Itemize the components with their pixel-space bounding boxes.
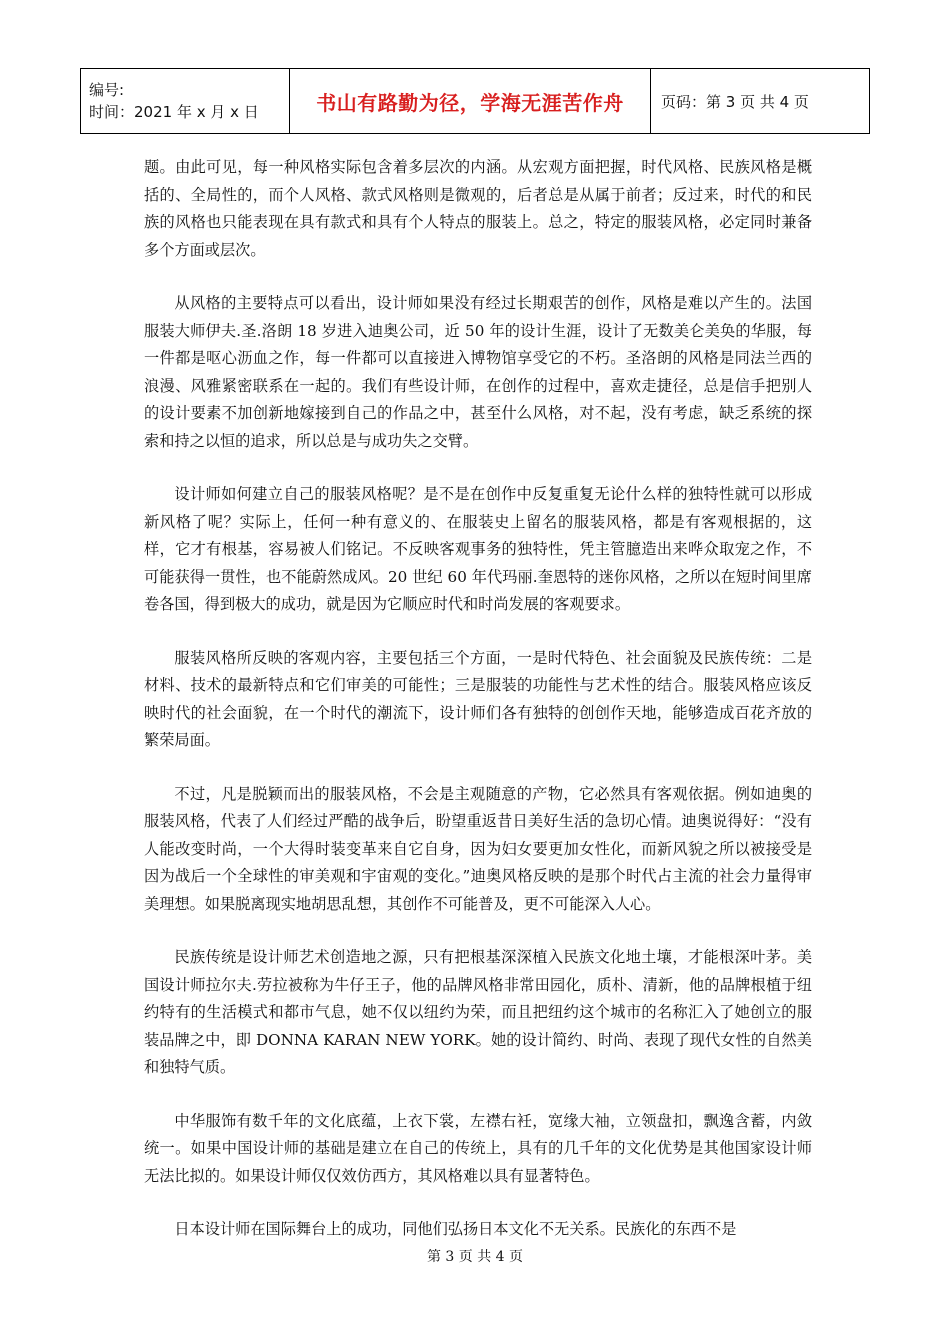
header-motto: 书山有路勤为径，学海无涯苦作舟 [290,69,651,134]
document-body [144,154,812,1270]
paragraph: 题。由此可见，每一种风格实际包含着多层次的内涵。从宏观方面把握，时代风格、民族风格是概括的、全局性的，而个人风格、款式风格则是微观的，后者总是从属于前者；反过来，时代的和民族的风格也只能表现在具有款式和具有个人特点的服装上。总之，特定的服装风格，必定同时兼备多个方面或层次。 [144,158,812,259]
header-info-cell [81,69,290,134]
page-header [80,68,870,134]
header-page-code: 页码：第 3 页 共 4 页 [651,69,870,134]
paragraph: 从风格的主要特点可以看出，设计师如果没有经过长期艰苦的创作，风格是难以产生的。法国服装大师伊夫.圣.洛朗 18 岁进入迪奥公司，近 50 年的设计生涯，设计了无数美仑美奂的华服，每一件都是呕心沥血之作，每一件都可以直接进入博物馆享受它的不朽。圣洛朗的风格是同法兰西的浪漫、风雅紧密联系在一起的。我们有些设计师，在创作的过程中，喜欢走捷径，总是信手把别人的设计要素不加创新地嫁接到自己的作品之中，甚至什么风格，对不起，没有考虑，缺乏系统的探索和持之以恒的追求，所以总是与成功失之交臂。 [144,294,812,450]
paragraph: 服装风格所反映的客观内容，主要包括三个方面，一是时代特色、社会面貌及民族传统：二是材料、技术的最新特点和它们审美的可能性；三是服装的功能性与艺术性的结合。服装风格应该反映时代的社会面貌，在一个时代的潮流下，设计师们各有独特的创创作天地，能够造成百花齐放的繁荣局面。 [144,648,812,749]
document-number-label: 编号: [89,81,125,99]
document-date-label: 时间：2021 年 x 月 x 日 [89,103,259,121]
paragraph: 民族传统是设计师艺术创造地之源，只有把根基深深植入民族文化地土壤，才能根深叶茅。美国设计师拉尔夫.劳拉被称为牛仔王子，他的品牌风格非常田园化，质朴、清新，他的品牌根植于纽约特有的生活模式和都市气息，她不仅以纽约为荣，而且把纽约这个城市的名称汇入了她创立的服装品牌之中，即 DONNA KARAN NEW YORK。她的设计简约、时尚、表现了现代女性的自然美和独特气质。 [144,948,812,1076]
paragraph: 设计师如何建立自己的服装风格呢？是不是在创作中反复重复无论什么样的独特性就可以形成新风格了呢？实际上，任何一种有意义的、在服装史上留名的服装风格，都是有客观根据的，这样，它才有根基，容易被人们铭记。不反映客观事务的独特性，凭主管臆造出来哗众取宠之作，不可能获得一贯性，也不能蔚然成风。20 世纪 60 年代玛丽.奎恩特的迷你风格，之所以在短时间里席卷各国，得到极大的成功，就是因为它顺应时代和时尚发展的客观要求。 [144,485,812,613]
paragraph: 中华服饰有数千年的文化底蕴，上衣下裳，左襟右衽，宽缘大袖，立领盘扣，飘逸含蓄，内敛统一。如果中国设计师的基础是建立在自己的传统上，具有的几千年的文化优势是其他国家设计师无法比拟的。如果设计师仅仅效仿西方，其风格难以具有显著特色。 [144,1111,812,1185]
page-footer: 第 3 页 共 4 页 [426,1249,524,1265]
paragraph: 不过，凡是脱颖而出的服装风格，不会是主观随意的产物，它必然具有客观依据。例如迪奥的服装风格，代表了人们经过严酷的战争后，盼望重返昔日美好生活的急切心情。迪奥说得好：“没有人能改变时尚，一个大得时装变革来自它自身，因为妇女要更加女性化，而新风貌之所以被接受是因为战后一个全球性的审美观和宇宙观的变化。”迪奥风格反映的是那个时代占主流的社会力量得审美理想。如果脱离现实地胡思乱想，其创作不可能普及，更不可能深入人心。 [144,784,812,913]
paragraph: 日本设计师在国际舞台上的成功，同他们弘扬日本文化不无关系。民族化的东西不是 [174,1220,737,1238]
